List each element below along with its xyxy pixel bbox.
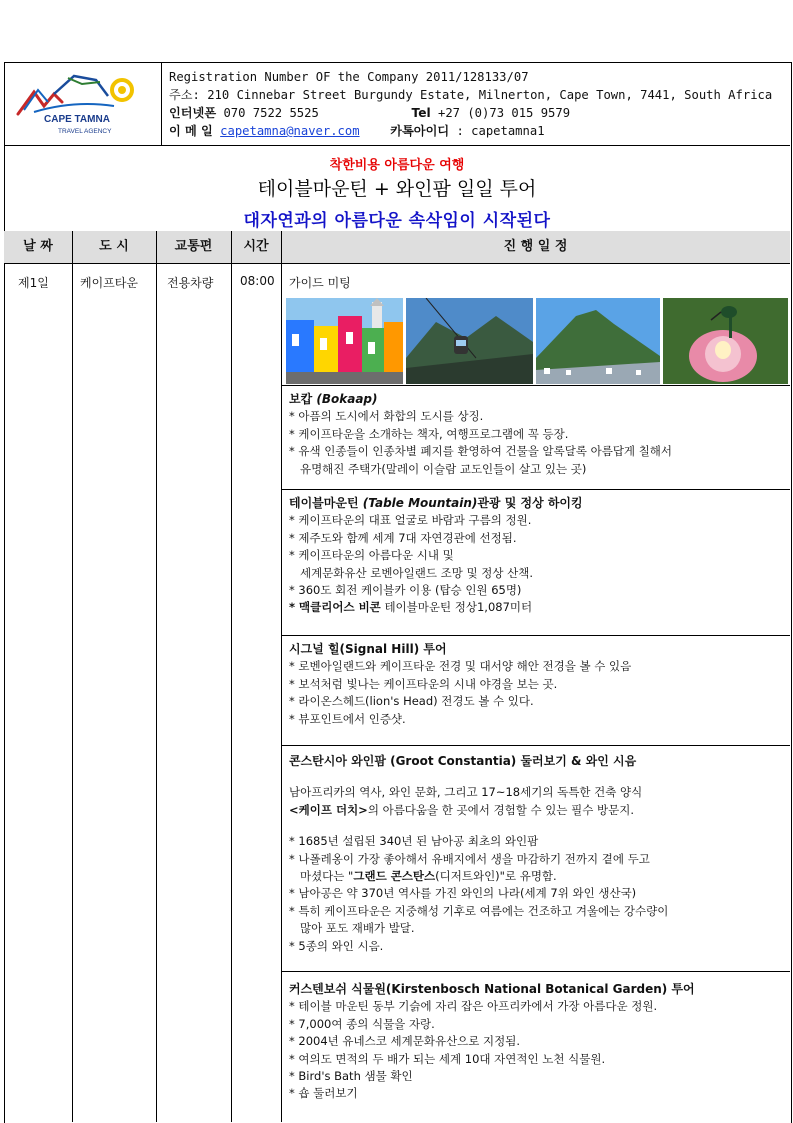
registration-number: Registration Number OF the Company 2011/128133/07 — [169, 70, 529, 84]
section-title: 커스텐보쉬 식물원(Kirstenbosch National Botanical Garden) 투어 — [289, 982, 695, 996]
photo-strip — [286, 298, 788, 384]
section-bokaap — [282, 385, 790, 490]
lions-head-photo — [536, 298, 660, 384]
section-signal-hill — [282, 635, 790, 746]
protea-sunbird-photo — [663, 298, 788, 384]
section-line: * 케이프타운의 대표 얼굴로 바람과 구름의 정원. — [289, 513, 532, 528]
tagline: 착한비용 아름다운 여행 — [329, 158, 465, 173]
kakao-id: : capetamna1 — [456, 124, 545, 138]
time-label: 08:00 — [240, 274, 275, 288]
tour-title: 테이블마운틴 + 와인팜 일일 투어 — [257, 178, 537, 200]
section-title: 테이블마운틴 (Table Mountain)관광 및 정상 하이킹 — [289, 496, 583, 510]
email-link[interactable]: capetamna@naver.com — [220, 124, 360, 138]
grid-line — [156, 263, 157, 1122]
section-line: * 여의도 면적의 두 배가 되는 세계 10대 자연적인 노천 식물원. — [289, 1051, 606, 1066]
grid-line — [72, 263, 73, 1122]
address: 주소: 210 Cinnebar Street Burgundy Estate, Milnerton, Cape Town, 7441, South Africa — [169, 88, 773, 102]
section-line: * 로벤아일랜드와 케이프타운 전경 및 대서양 해안 전경을 볼 수 있음 — [289, 659, 632, 674]
cape-tamna-logo — [4, 62, 161, 145]
section-table-mountain — [282, 489, 790, 636]
company-info — [169, 68, 772, 140]
grid-line — [231, 263, 232, 1122]
tour-title-block — [4, 145, 790, 232]
contact-row — [169, 122, 772, 140]
section-title: 시그널 힐(Signal Hill) 투어 — [289, 642, 447, 656]
col-city: 도 시 — [72, 231, 157, 263]
section-line: * 케이프타운을 소개하는 책자, 여행프로그램에 꼭 등장. — [289, 426, 569, 441]
section-line: * 1685년 설립된 340년 된 남아공 최초의 와인팜 — [289, 834, 539, 849]
column-header-row — [4, 231, 790, 264]
section-line: * 특히 케이프타운은 지중해성 기후로 여름에는 건조하고 겨울에는 강수량이 — [289, 903, 669, 918]
section-line: * 보석처럼 빛나는 케이프타운의 시내 야경을 보는 곳. — [289, 676, 558, 691]
logo-subtext: TRAVEL AGENCY — [58, 128, 112, 135]
table-mountain-cablecar-photo — [406, 298, 533, 384]
company-header — [4, 62, 790, 146]
section-kirstenbosch — [282, 971, 790, 1123]
section-line: 유명해진 주택가(말레이 이슬람 교도인들이 살고 있는 곳) — [289, 461, 587, 476]
phone-row — [169, 104, 772, 122]
section-line: * Bird's Bath 샘물 확인 — [289, 1069, 413, 1084]
col-time: 시간 — [231, 231, 282, 263]
day-label: 제1일 — [18, 276, 49, 290]
section-line: 많아 포도 재배가 발달. — [289, 921, 415, 936]
section-line: * 맥클리어스 비콘 테이블마운틴 정상1,087미터 — [289, 600, 533, 615]
transport-label: 전용차량 — [167, 276, 214, 290]
kakao-label: 카톡아이디 — [390, 124, 450, 138]
tel-number: +27 (0)73 015 9579 — [438, 106, 571, 120]
section-line: * 5종의 와인 시음. — [289, 938, 384, 953]
schedule-first-item: 가이드 미팅 — [289, 276, 351, 290]
section-line: * 나폴레옹이 가장 좋아해서 유배지에서 생을 마감하기 전까지 곁에 두고 — [289, 851, 650, 866]
section-line: 남아프리카의 역사, 와인 문화, 그리고 17~18세기의 독특한 건축 양식 — [289, 785, 643, 800]
section-line: * 숍 둘러보기 — [289, 1086, 358, 1101]
col-schedule: 진 행 일 정 — [503, 239, 568, 254]
section-line: * 라이온스헤드(lion's Head) 전경도 볼 수 있다. — [289, 694, 534, 709]
tel-label: Tel — [411, 106, 431, 120]
internet-phone-label: 인터넷폰 — [169, 106, 217, 120]
section-line: * 뷰포인트에서 인증샷. — [289, 711, 406, 726]
email-label: 이 메 일 — [169, 124, 213, 138]
col-date: 날 짜 — [4, 231, 73, 263]
section-line: * 남아공은 약 370년 역사를 가진 와인의 나라(세계 7위 와인 생산국) — [289, 886, 637, 901]
col-transport: 교통편 — [156, 231, 232, 263]
section-line: * 2004년 유네스코 세계문화유산으로 지정됨. — [289, 1034, 521, 1049]
section-title: 콘스탄시아 와인팜 (Groot Constantia) 둘러보기 & 와인 시음 — [289, 754, 637, 768]
section-line: 마셨다는 "그랜드 콘스탄스(디저트와인)"로 유명함. — [289, 869, 557, 884]
city-label: 케이프타운 — [80, 276, 138, 290]
section-line: * 360도 회전 케이블카 이용 (탑승 인원 65명) — [289, 583, 522, 598]
section-line: 세계문화유산 로벤아일랜드 조망 및 정상 산책. — [289, 565, 533, 580]
tour-subtitle: 대자연과의 아름다운 속삭임이 시작된다 — [243, 211, 551, 231]
internet-phone: 070 7522 5525 — [223, 106, 319, 120]
section-line: * 케이프타운의 아름다운 시내 및 — [289, 548, 454, 563]
logo-cell — [4, 62, 162, 145]
logo-text: CAPE TAMNA — [44, 114, 110, 125]
section-line: * 아픔의 도시에서 화합의 도시를 상징. — [289, 409, 484, 424]
section-line: * 제주도와 함께 세계 7대 자연경관에 선정됨. — [289, 530, 517, 545]
section-line: * 테이블 마운틴 동부 기슭에 자리 잡은 아프리카에서 가장 아름다운 정원. — [289, 999, 658, 1014]
section-line: * 7,000여 종의 식물을 자랑. — [289, 1016, 435, 1031]
bokaap-photo — [286, 298, 403, 384]
section-line: * 유색 인종들이 인종차별 폐지를 환영하여 건물을 알록달록 아름답게 칠해서 — [289, 444, 673, 459]
section-title: 보캅 (Bokaap) — [289, 392, 378, 406]
section-line: <케이프 더치>의 아름다움을 한 곳에서 경험할 수 있는 필수 방문지. — [289, 802, 635, 817]
section-constantia-wine — [282, 745, 790, 972]
